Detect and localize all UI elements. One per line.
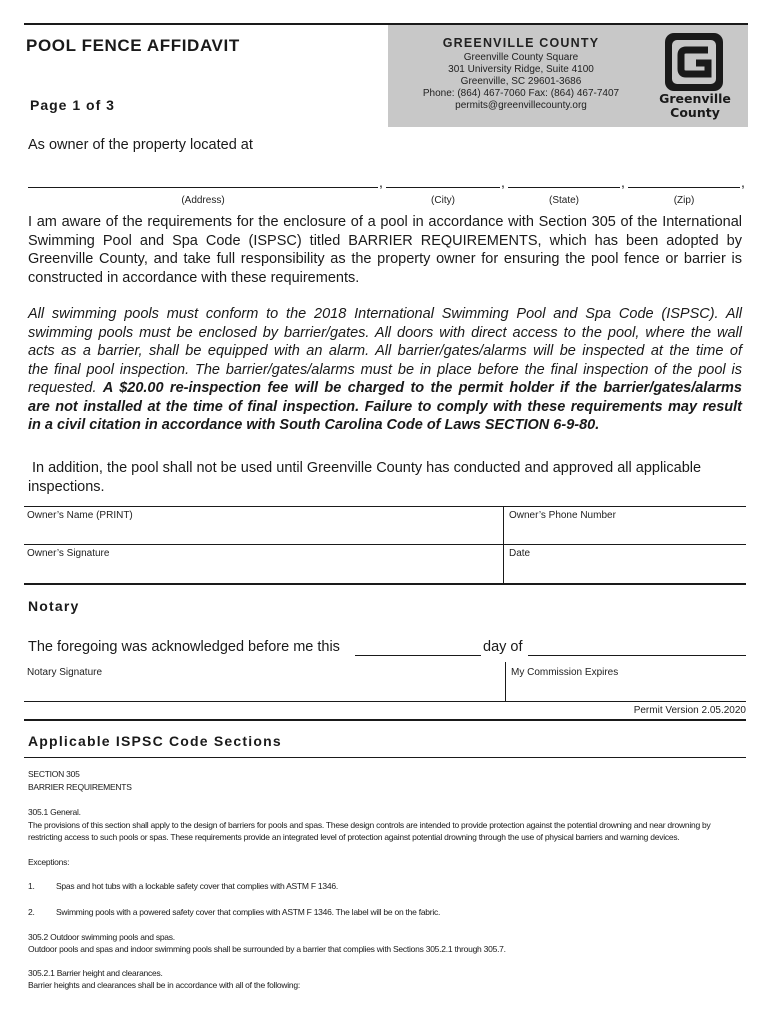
zip-field[interactable] <box>628 187 740 188</box>
reinspection-fee-warning: A $20.00 re-inspection fee will be charged to the permit holder if the barrier/gates/alarms <box>102 380 742 396</box>
exception-2-text: Swimming pools with a powered safety cover that complies with ASTM F 1346. The label will be on the fabric. <box>56 907 441 917</box>
commission-expires-label: My Commission Expires <box>511 667 619 678</box>
notary-month-year-field[interactable] <box>528 655 746 656</box>
code-3052-text: Outdoor pools and spas and indoor swimming pools shall be surrounded by a barrier that complies with Sections 305.2.1 through 305.7. <box>28 944 506 954</box>
county-address-line1: Greenville County Square <box>463 52 579 63</box>
notary-signature-field[interactable] <box>26 680 502 700</box>
intro-text: As owner of the property located at <box>28 137 253 153</box>
notary-heading: Notary <box>28 598 80 614</box>
requirements-paragraph <box>28 305 742 435</box>
logo-g-mark-icon <box>650 30 740 122</box>
owner-name-field[interactable] <box>26 522 502 542</box>
state-field[interactable] <box>508 187 620 188</box>
city-field[interactable] <box>386 187 500 188</box>
owner-signature-field[interactable] <box>26 560 502 582</box>
para2-line: the final pool inspection. The barrier/gates/alarms must be in place before the final inspection of the pool is <box>28 361 742 378</box>
para2-requested: requested. <box>28 380 97 396</box>
para1-line: I am aware of the requirements for the enclosure of a pool in accordance with Section 305 of the International <box>28 214 742 230</box>
page-title: POOL FENCE AFFIDAVIT <box>26 36 240 55</box>
county-address-line2: 301 University Ridge, Suite 4100 <box>448 64 594 75</box>
code-exceptions-label: Exceptions: <box>28 857 70 867</box>
notary-ack-mid: day of <box>483 639 523 655</box>
notary-signature-label: Notary Signature <box>27 667 103 678</box>
exception-1-number: 1. <box>28 881 35 891</box>
inspection-paragraph <box>28 459 744 496</box>
permit-version: Permit Version 2.05.2020 <box>633 705 746 716</box>
county-phone-fax: Phone: (864) 467-7060 Fax: (864) 467-7407 <box>422 88 620 99</box>
county-name: GREENVILLE COUNTY <box>442 36 600 50</box>
address-field[interactable] <box>28 187 378 188</box>
logo-word-greenville: Greenville <box>659 91 731 106</box>
para1-line: Greenville County, and take full responsibility as the property owner for ensuring the pool fence or barrier is <box>28 251 742 267</box>
exception-2-number: 2. <box>28 907 35 917</box>
county-email: permits@greenvillecounty.org <box>455 100 587 111</box>
code-3051-title: 305.1 General. <box>28 807 81 817</box>
city-caption: (City) <box>431 195 455 206</box>
para2-line: swimming pools must be enclosed by barrier/gates. All doors with direct access to the pool, where the wall <box>28 324 742 341</box>
para2-line-5 <box>28 379 742 398</box>
zip-caption: (Zip) <box>673 195 695 206</box>
code-30521-text: Barrier heights and clearances shall be in accordance with all of the following: <box>28 980 300 990</box>
owner-name-label: Owner’s Name (PRINT) <box>27 510 133 521</box>
notary-day-field[interactable] <box>355 655 481 656</box>
para1-line: constructed in accordance with these requirements. <box>28 269 360 286</box>
owner-phone-label: Owner’s Phone Number <box>509 510 616 521</box>
logo-word-county: County <box>670 105 720 120</box>
date-label: Date <box>509 548 531 559</box>
greenville-county-logo <box>650 30 740 122</box>
date-field[interactable] <box>508 560 746 582</box>
para3-line: inspections. <box>28 478 105 495</box>
para2-line: in a civil citation in accordance with South Carolina Code of Laws SECTION 6-9-80. <box>28 417 600 433</box>
code-sections-heading: Applicable ISPSC Code Sections <box>28 733 282 749</box>
owner-signature-label: Owner’s Signature <box>27 548 110 559</box>
commission-expires-field[interactable] <box>508 680 746 700</box>
code-section-title: BARRIER REQUIREMENTS <box>28 782 132 792</box>
acknowledgement-paragraph <box>28 213 742 287</box>
code-3051-text: restricting access to such pools or spas. These requirements provide an integrated level of protection against potential drowning through the use of physical barriers and warning devices. <box>28 832 680 842</box>
owner-phone-field[interactable] <box>508 522 746 542</box>
state-caption: (State) <box>548 195 579 206</box>
notary-ack-start: The foregoing was acknowledged before me this <box>28 639 340 655</box>
code-3051-text: The provisions of this section shall apply to the design of barriers for pools and spas. These design controls are intended to provide protection against the potential drowning and near drowning by <box>28 820 711 830</box>
address-caption: (Address) <box>181 195 225 206</box>
para3-line: In addition, the pool shall not be used until Greenville County has conducted and approved all applicable <box>32 460 702 476</box>
code-section-number: SECTION 305 <box>28 769 80 779</box>
county-address-line3: Greenville, SC 29601-3686 <box>460 76 582 87</box>
para2-line: All swimming pools must conform to the 2018 International Swimming Pool and Spa Code (ISPSC). All <box>28 306 742 322</box>
para2-line: acts as a barrier, shall be equipped with an alarm. All barrier/gates/alarms will be inspected at the time of <box>28 343 742 359</box>
code-30521-title: 305.2.1 Barrier height and clearances. <box>28 968 163 978</box>
para1-line: Swimming Pool and Spa Code (ISPSC) titled BARRIER REQUIREMENTS, which has been adopted by <box>28 232 742 249</box>
page-number: Page 1 of 3 <box>30 97 115 113</box>
para2-line: are not installed at the time of final inspection. Failure to comply with these requirements may result <box>28 398 742 415</box>
exception-1-text: Spas and hot tubs with a lockable safety cover that complies with ASTM F 1346. <box>56 881 338 891</box>
code-3052-title: 305.2 Outdoor swimming pools and spas. <box>28 932 175 942</box>
